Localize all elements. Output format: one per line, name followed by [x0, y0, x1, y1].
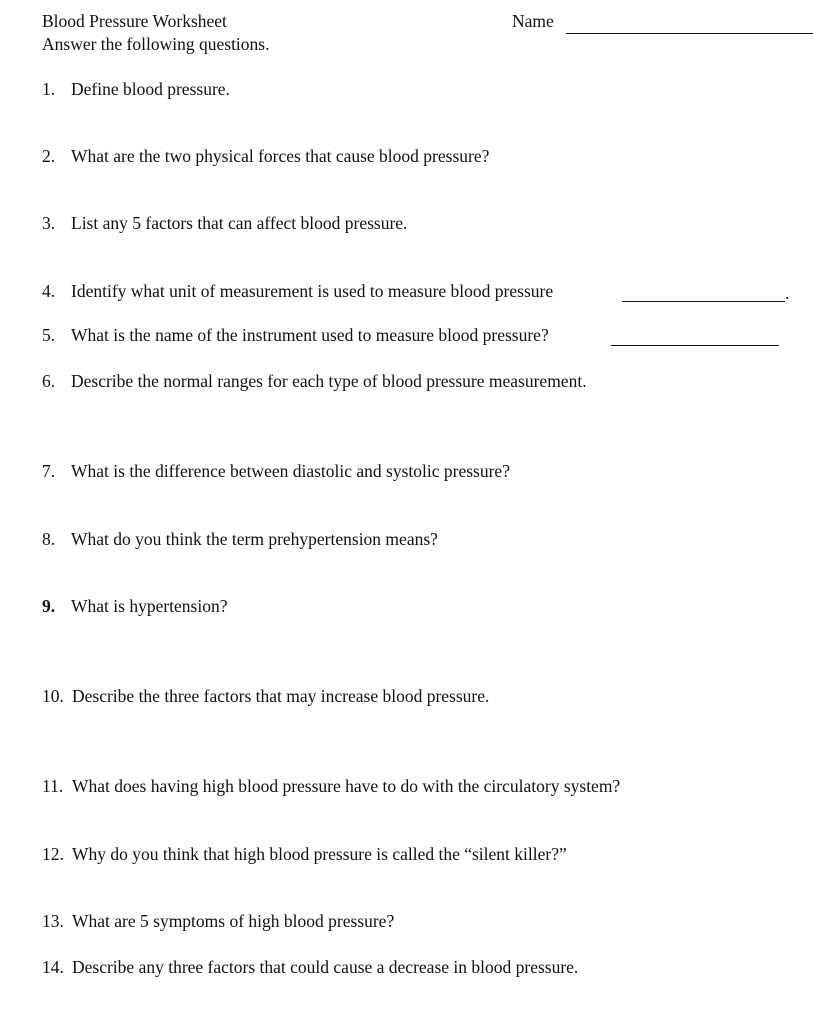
question-number: 10. [42, 686, 64, 706]
answer-blank-5[interactable] [611, 345, 779, 346]
question-12 [42, 844, 567, 864]
question-3 [42, 213, 407, 233]
question-number: 5. [42, 325, 56, 345]
question-text: Describe the three factors that may increase blood pressure. [72, 686, 490, 706]
question-number: 1. [42, 79, 56, 99]
question-1 [42, 79, 230, 99]
question-text: Describe the normal ranges for each type of blood pressure measurement. [71, 371, 587, 391]
question-5 [42, 325, 549, 345]
question-text: What do you think the term prehypertension means? [71, 529, 438, 549]
question-14 [42, 957, 578, 977]
question-9 [42, 596, 227, 616]
question-4-period: . [785, 283, 790, 303]
question-text: What is the name of the instrument used to measure blood pressure? [71, 325, 549, 345]
question-number: 11. [42, 776, 64, 796]
question-text: What are the two physical forces that cause blood pressure? [71, 146, 490, 166]
question-number: 6. [42, 371, 56, 391]
name-label: Name [512, 11, 554, 31]
answer-blank-4[interactable] [622, 301, 785, 302]
worksheet-title: Blood Pressure Worksheet [42, 11, 227, 31]
question-11 [42, 776, 620, 796]
question-4 [42, 281, 553, 301]
question-7 [42, 461, 510, 481]
question-text: Describe any three factors that could cause a decrease in blood pressure. [72, 957, 579, 977]
question-text: What does having high blood pressure have to do with the circulatory system? [72, 776, 621, 796]
question-number: 8. [42, 529, 56, 549]
question-10 [42, 686, 489, 706]
question-6 [42, 371, 587, 391]
question-text: What is hypertension? [71, 596, 228, 616]
question-8 [42, 529, 438, 549]
question-text: Define blood pressure. [71, 79, 230, 99]
question-number: 12. [42, 844, 64, 864]
question-text: List any 5 factors that can affect blood pressure. [71, 213, 408, 233]
question-number: 14. [42, 957, 64, 977]
question-text: What are 5 symptoms of high blood pressure? [72, 911, 395, 931]
question-number: 9. [42, 596, 56, 616]
question-text: Why do you think that high blood pressure is called the “silent killer?” [72, 844, 567, 864]
question-number: 2. [42, 146, 56, 166]
question-text: Identify what unit of measurement is used to measure blood pressure [71, 281, 554, 301]
question-number: 13. [42, 911, 64, 931]
question-2 [42, 146, 489, 166]
question-text: What is the difference between diastolic and systolic pressure? [71, 461, 510, 481]
question-13 [42, 911, 394, 931]
name-field[interactable] [566, 33, 813, 34]
instructions: Answer the following questions. [42, 34, 270, 54]
question-number: 4. [42, 281, 56, 301]
question-number: 3. [42, 213, 56, 233]
question-number: 7. [42, 461, 56, 481]
